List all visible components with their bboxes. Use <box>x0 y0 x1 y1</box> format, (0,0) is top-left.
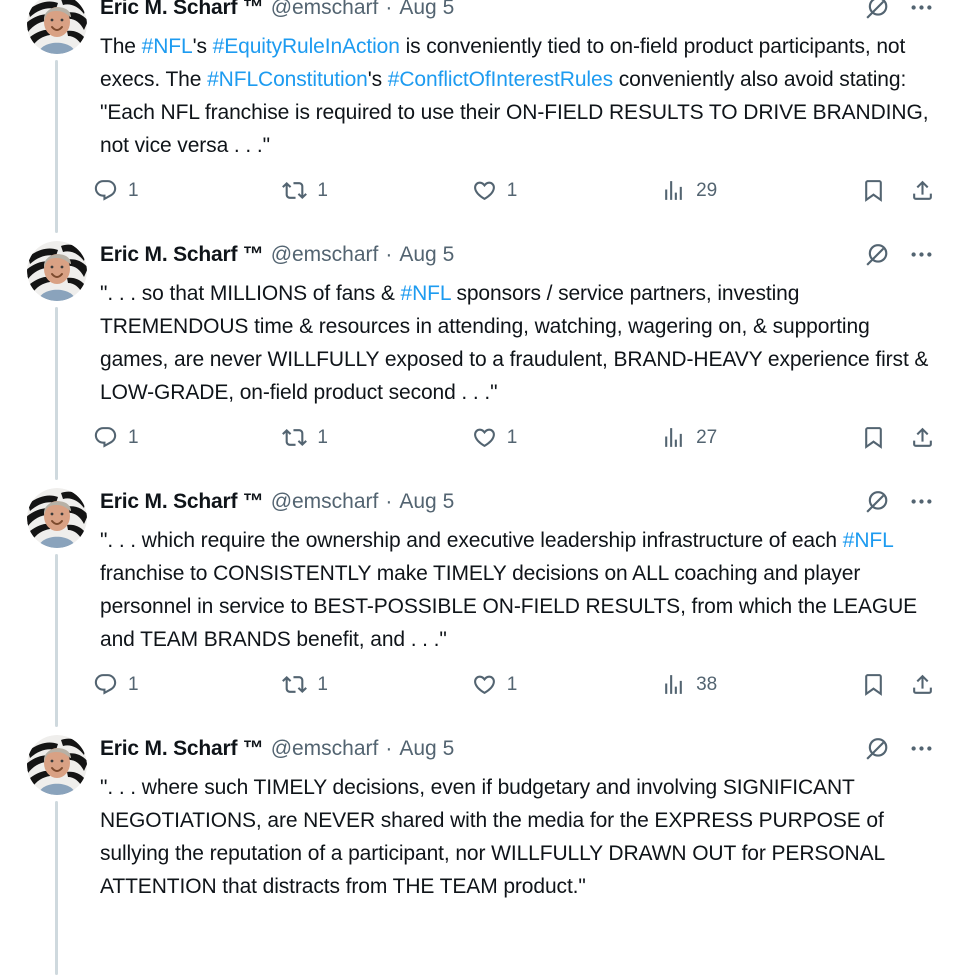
grok-analyze-button[interactable] <box>864 241 891 268</box>
more-button[interactable] <box>908 735 935 762</box>
repost-count: 1 <box>317 427 328 448</box>
thread-connector-line <box>55 554 58 727</box>
text-segment: ". . . where such TIMELY decisions, even if budgetary and involving SIGNIFICANT NEGOTIATIONS, are NEVER shared with the media for the EXPRESS PURPOSE of sullying the reputation of a participant, nor WILLFULLY DRAWN OUT for PERSONAL ATTENTION that distracts from THE TEAM product." <box>100 776 885 898</box>
bookmark-button[interactable] <box>861 672 886 697</box>
avatar[interactable] <box>27 735 87 795</box>
share-button[interactable] <box>910 425 935 450</box>
tweet[interactable] <box>0 235 960 482</box>
author-name[interactable]: Eric M. Scharf ™ <box>100 490 264 513</box>
grok-icon <box>864 0 891 21</box>
reply-count: 1 <box>128 180 139 201</box>
tweet-header <box>100 0 935 22</box>
views-count: 27 <box>696 427 718 448</box>
hashtag-link[interactable]: #NFL <box>141 35 193 58</box>
separator-dot: · <box>385 243 393 266</box>
views-button[interactable] <box>661 425 717 450</box>
tweet-action-bar <box>93 672 935 697</box>
grok-analyze-button[interactable] <box>864 488 891 515</box>
like-icon <box>472 672 497 697</box>
share-icon <box>910 178 935 203</box>
grok-analyze-button[interactable] <box>864 735 891 762</box>
timestamp[interactable]: Aug 5 <box>399 737 455 760</box>
reply-icon <box>93 178 118 203</box>
views-button[interactable] <box>661 178 717 203</box>
bookmark-icon <box>861 178 886 203</box>
hashtag-link[interactable]: #NFLConstitution <box>207 68 368 91</box>
hashtag-link[interactable]: #NFL <box>842 529 893 552</box>
avatar-image <box>27 0 87 54</box>
repost-button[interactable] <box>282 178 328 203</box>
thread-connector-line <box>55 307 58 480</box>
separator-dot: · <box>385 490 393 513</box>
tweet-action-bar <box>93 425 935 450</box>
like-button[interactable] <box>472 425 518 450</box>
grok-icon <box>864 241 891 268</box>
separator-dot: · <box>385 0 393 19</box>
bookmark-icon <box>861 672 886 697</box>
text-segment: 's <box>192 35 213 58</box>
hashtag-link[interactable]: #NFL <box>400 282 451 305</box>
author-handle[interactable]: @emscharf <box>270 737 379 760</box>
text-segment: franchise to CONSISTENTLY make TIMELY decisions on ALL coaching and player personnel in service to BEST-POSSIBLE ON-FIELD RESULTS, from which the LEAGUE and TEAM BRANDS benefit, and . . ." <box>100 562 918 651</box>
bookmark-button[interactable] <box>861 178 886 203</box>
tweet-header <box>100 241 935 269</box>
header-icons <box>864 241 935 268</box>
header-icons <box>864 488 935 515</box>
text-segment: sponsors / service partners, investing TREMENDOUS time & resources in attending, watching, wagering on, & supporting games, are never WILLFULLY exposed to a fraudulent, BRAND-HEAVY experience first & LOW-GRADE, on-field product second . . ." <box>100 282 929 404</box>
author-handle[interactable]: @emscharf <box>270 0 379 19</box>
grok-analyze-button[interactable] <box>864 0 891 21</box>
like-count: 1 <box>506 674 518 695</box>
header-icons <box>864 0 935 21</box>
more-button[interactable] <box>908 241 935 268</box>
more-icon <box>908 735 935 762</box>
avatar-image <box>27 488 87 548</box>
like-icon <box>472 178 497 203</box>
tweet-header <box>100 735 935 763</box>
grok-icon <box>864 735 891 762</box>
text-segment: is conveniently tied to on-field product participants, not execs. The <box>100 35 906 91</box>
share-icon <box>910 425 935 450</box>
like-icon <box>472 425 497 450</box>
views-count: 29 <box>696 180 718 201</box>
like-count: 1 <box>506 180 518 201</box>
tweet-header <box>100 488 935 516</box>
views-icon <box>661 178 686 203</box>
views-count: 38 <box>696 674 718 695</box>
repost-count: 1 <box>317 180 328 201</box>
text-segment: The <box>100 35 142 58</box>
text-segment: conveniently also avoid stating: "Each NFL franchise is required to use their ON-FIELD RESULTS TO DRIVE BRANDING, not vice versa . . ." <box>100 68 929 157</box>
reply-icon <box>93 425 118 450</box>
author-handle[interactable]: @emscharf <box>270 243 379 266</box>
tweet[interactable] <box>0 729 960 935</box>
avatar[interactable] <box>27 488 87 548</box>
more-button[interactable] <box>908 488 935 515</box>
hashtag-link[interactable]: #ConflictOfInterestRules <box>387 68 613 91</box>
header-icons <box>864 735 935 762</box>
author-name[interactable]: Eric M. Scharf ™ <box>100 243 264 266</box>
avatar-image <box>27 735 87 795</box>
more-icon <box>908 0 935 21</box>
repost-count: 1 <box>317 674 328 695</box>
timestamp[interactable]: Aug 5 <box>399 243 455 266</box>
repost-icon <box>282 672 307 697</box>
tweet-text <box>100 771 935 903</box>
views-icon <box>661 672 686 697</box>
tweet-text <box>100 30 935 162</box>
like-count: 1 <box>506 427 518 448</box>
text-segment: ". . . which require the ownership and executive leadership infrastructure of each <box>100 529 843 552</box>
reply-icon <box>93 672 118 697</box>
tweet[interactable] <box>0 482 960 729</box>
share-button[interactable] <box>910 178 935 203</box>
separator-dot: · <box>385 737 393 760</box>
author-name[interactable]: Eric M. Scharf ™ <box>100 0 264 19</box>
avatar-image <box>27 241 87 301</box>
views-button[interactable] <box>661 672 717 697</box>
text-segment: ". . . so that MILLIONS of fans & <box>100 282 401 305</box>
repost-button[interactable] <box>282 672 328 697</box>
like-button[interactable] <box>472 178 518 203</box>
tweet[interactable] <box>0 0 960 235</box>
bookmark-share-group <box>861 672 935 697</box>
timestamp[interactable]: Aug 5 <box>399 490 455 513</box>
repost-icon <box>282 178 307 203</box>
timestamp[interactable]: Aug 5 <box>399 0 455 19</box>
more-icon <box>908 488 935 515</box>
thread-connector-line <box>55 60 58 233</box>
hashtag-link[interactable]: #EquityRuleInAction <box>212 35 400 58</box>
views-icon <box>661 425 686 450</box>
avatar[interactable] <box>27 241 87 301</box>
repost-icon <box>282 425 307 450</box>
like-button[interactable] <box>472 672 518 697</box>
tweet-text <box>100 524 935 656</box>
share-icon <box>910 672 935 697</box>
share-button[interactable] <box>910 672 935 697</box>
bookmark-button[interactable] <box>861 425 886 450</box>
reply-button[interactable] <box>93 672 139 697</box>
tweet-action-bar <box>93 178 935 203</box>
reply-count: 1 <box>128 427 139 448</box>
author-handle[interactable]: @emscharf <box>270 490 379 513</box>
reply-button[interactable] <box>93 425 139 450</box>
reply-count: 1 <box>128 674 139 695</box>
more-icon <box>908 241 935 268</box>
avatar[interactable] <box>27 0 87 54</box>
thread-connector-line <box>55 801 58 975</box>
bookmark-icon <box>861 425 886 450</box>
tweet-text <box>100 277 935 409</box>
author-name[interactable]: Eric M. Scharf ™ <box>100 737 264 760</box>
text-segment: 's <box>367 68 388 91</box>
bookmark-share-group <box>861 178 935 203</box>
grok-icon <box>864 488 891 515</box>
repost-button[interactable] <box>282 425 328 450</box>
bookmark-share-group <box>861 425 935 450</box>
more-button[interactable] <box>908 0 935 21</box>
reply-button[interactable] <box>93 178 139 203</box>
